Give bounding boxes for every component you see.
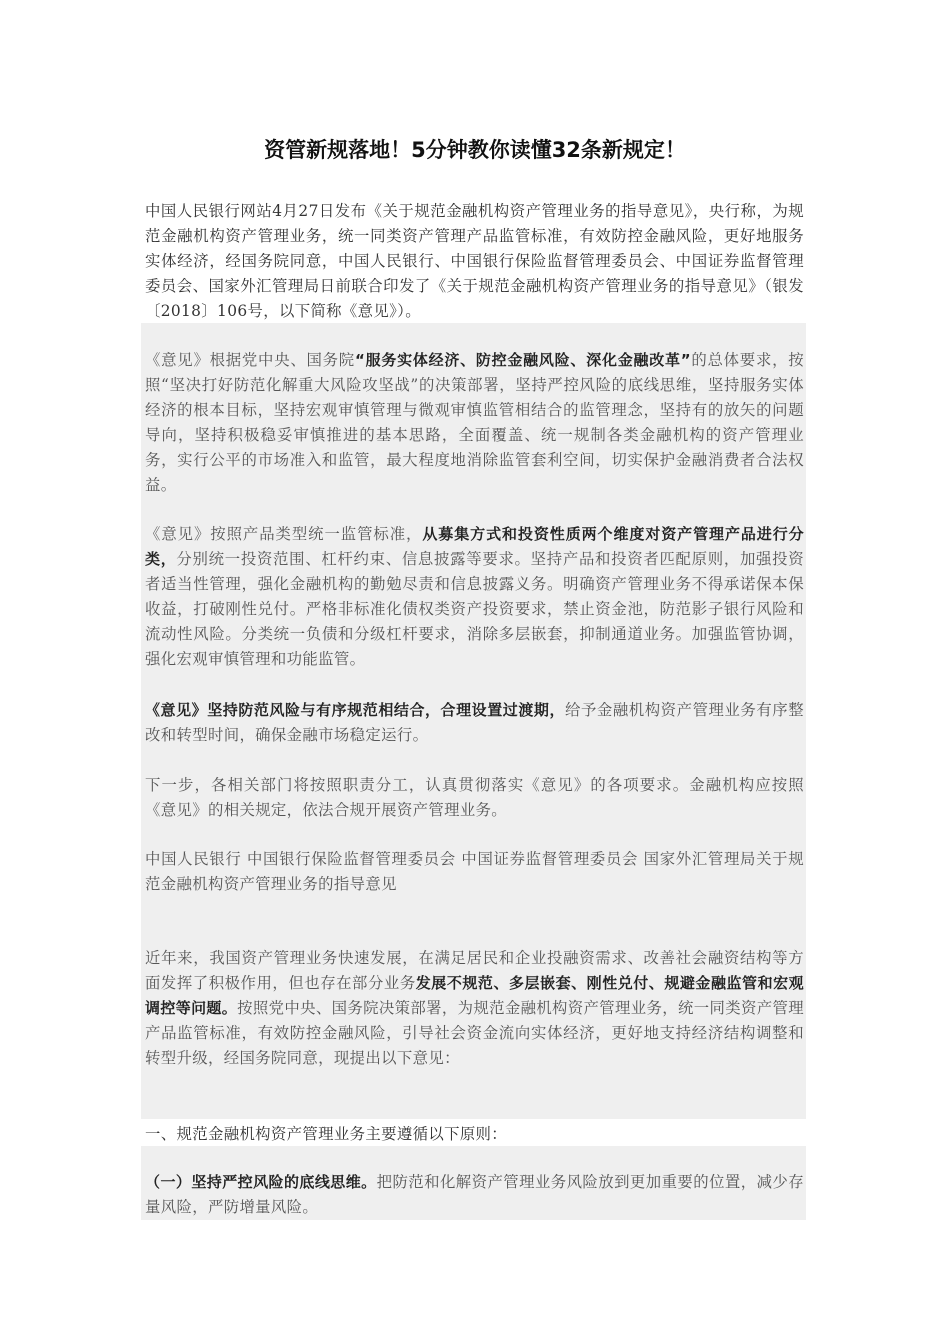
p4-rest: 给予金融机构资产管理业务有序整改和转型时间，确保金融市场稳定运行。 <box>145 701 804 744</box>
p9-rest: 把防范和化解资产管理业务风险放到更加重要的位置，减少存量风险，严防增量风险。 <box>145 1173 804 1216</box>
intro-paragraph: 中国人民银行网站4月27日发布《关于规范金融机构资产管理业务的指导意见》，央行称，为规范金融机构资产管理业务，统一同类资产管理产品监管标准，有效防控金融风险，更好地服务实体经济，经国务院同意，中国人民银行、中国银行保险监督管理委员会、中国证券监督管理委员会、国家外汇管理局日前联合印发了《关于规范金融机构资产管理业务的指导意见》（银发〔2018〕106号，以下简称《意见》）。 <box>141 199 806 323</box>
p2-rest: 的总体要求，按照“坚决打好防范化解重大风险攻坚战”的决策部署，坚持严控风险的底线思维，坚持服务实体经济的根本目标，坚持宏观审慎管理与微观审慎监管相结合的监管理念，坚持有的放矢的问题导向，坚持积极稳妥审慎推进的基本思路，全面覆盖、统一规制各类金融机构的资产管理业务，实行公平的市场准入和监管，最大程度地消除监管套利空间，切实保护金融消费者合法权益。 <box>145 351 804 494</box>
background-paragraph <box>141 946 806 1071</box>
p7-rest: 按照党中央、国务院决策部署，为规范金融机构资产管理业务，统一同类资产管理产品监管标准，有效防控金融风险，引导社会资金流向实体经济，更好地支持经济结构调整和转型升级，经国务院同意，现提出以下意见： <box>145 999 804 1067</box>
p7-lead: 近年来，我国资产管理业务快速发展，在满足居民和企业投融资需求、改善社会融资结构等方面发挥了积极作用，但也存在部分业务 <box>145 949 804 992</box>
principle-one-paragraph <box>141 1146 806 1220</box>
p3-rest: 分别统一投资范围、杠杆约束、信息披露等要求。坚持产品和投资者匹配原则，加强投资者适当性管理，强化金融机构的勤勉尽责和信息披露义务。明确资产管理业务不得承诺保本保收益，打破刚性兑付。严格非标准化债权类资产投资要求，禁止资金池，防范影子银行风险和流动性风险。分类统一负债和分级杠杆要求，消除多层嵌套，抑制通道业务。加强监管协调，强化宏观审慎管理和功能监管。 <box>145 550 804 668</box>
transition-paragraph <box>141 698 806 748</box>
p4-bold: 《意见》坚持防范风险与有序规范相结合，合理设置过渡期， <box>145 701 565 719</box>
p2-lead: 《意见》根据党中央、国务院 <box>145 351 355 369</box>
p3-lead: 《意见》按照产品类型统一监管标准， <box>145 525 423 543</box>
article-title: 资管新规落地！5分钟教你读懂32条新规定！ <box>264 138 686 162</box>
opinion-overview-paragraph <box>141 348 806 498</box>
p3-bold: 从募集方式和投资性质两个维度对资产管理产品进行分类， <box>145 525 805 568</box>
next-step-paragraph: 下一步，各相关部门将按照职责分工，认真贯彻落实《意见》的各项要求。金融机构应按照《意见》的相关规定，依法合规开展资产管理业务。 <box>145 776 804 819</box>
classification-paragraph <box>141 522 806 672</box>
section-heading-principles: 一、规范金融机构资产管理业务主要遵循以下原则： <box>141 1122 806 1147</box>
p9-bold: （一）坚持严控风险的底线思维。 <box>145 1173 377 1191</box>
p2-bold: “服务实体经济、防控金融风险、深化金融改革” <box>354 351 691 369</box>
guidance-heading: 中国人民银行 中国银行保险监督管理委员会 中国证券监督管理委员会 国家外汇管理局关于规范金融机构资产管理业务的指导意见 <box>145 850 804 893</box>
p7-bold: 发展不规范、多层嵌套、刚性兑付、规避金融监管和宏观调控等问题。 <box>145 974 804 1017</box>
